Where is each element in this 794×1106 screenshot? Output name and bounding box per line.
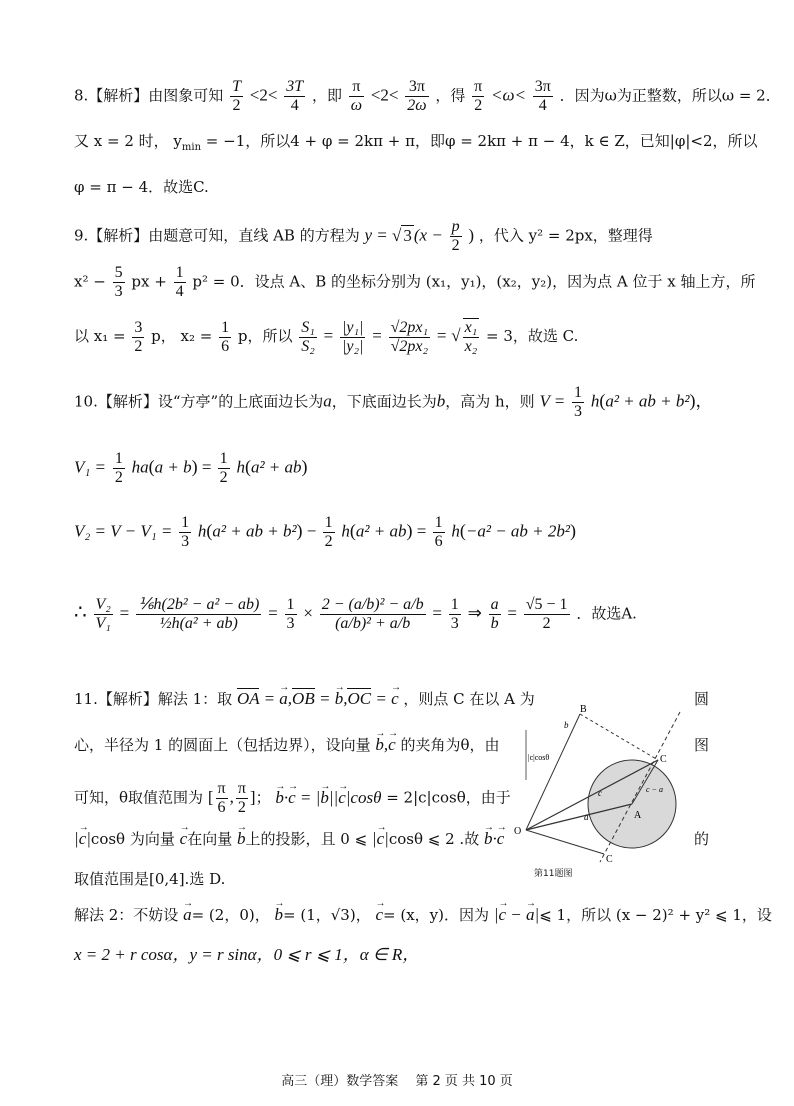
p8-line3: φ = π − 4．故选C. <box>74 178 209 196</box>
projection-dashed <box>580 714 658 760</box>
p11-word-de: 的 <box>694 830 710 848</box>
p11-line5: 取值范围是[0,4].选 D. <box>74 870 226 888</box>
label-b: b <box>564 720 569 730</box>
label-C-upper: C <box>660 754 667 765</box>
p11-word-tu: 图 <box>694 736 710 754</box>
p9-line1: 9.【解析】由题意可知，直线 AB 的方程为 y = √ 3 (x − $\frac{p}{2}$ ) ，代入 y² = 2px，整理得 <box>74 218 653 254</box>
label-B: B <box>580 704 587 715</box>
vector-c-lower <box>526 830 604 854</box>
p8-line2: 又 x = 2 时， $y_{min} = -1$，所以4 + φ = 2kπ + π，即φ = 2kπ + π − 4，k ∈ Z，已知|φ|<2，所以 <box>74 132 758 153</box>
page-footer: 高三（理）数学答案 第 2 页 共 10 页 <box>281 1074 513 1089</box>
p9-line2: x² − $\frac{5}{3}$ px + $\frac{1}{4}$ p² = 0．设点 A、B 的坐标分别为 (x₁，y₁)，(x₂，y₂)，因为点 A 位于 x 轴上方，所 <box>74 264 756 300</box>
label-c-minus-a: c − a <box>646 785 663 794</box>
p11-line2: 心，半径为 1 的圆面上（包括边界），设向量 → b,→ c 的夹角为θ，由 <box>74 734 734 756</box>
p10-line3: V₂ = V − V₁ = $\frac{1}{3}$ h(a² + ab + b²) − $\frac{1}{2}$ h(a² + ab) = $\frac{1}{6}$ h(−a² − ab + 2b²) <box>74 514 576 550</box>
p11-line7: x = 2 + r cosα，y = r sinα，0 ⩽ r ⩽ 1，α ∈ R， <box>74 945 420 964</box>
label-A: A <box>634 810 642 821</box>
p10-line2: V₁ = $\frac{1}{2}$ ha(a + b) = $\frac{1}{2}$ h(a² + ab) <box>74 450 308 486</box>
label-a: a <box>584 812 589 822</box>
p11-word-yuan: 圆 <box>694 690 710 708</box>
label-projection: |c|cosθ <box>528 753 550 762</box>
label-O: O <box>514 826 522 837</box>
p11-line1: 11.【解析】解法 1：取 OA = → a,OB = → b,OC = → c ，则点 C 在以 A 为 <box>74 688 734 710</box>
label-c: c <box>598 788 602 798</box>
vector-b <box>526 714 580 830</box>
p11-line3: 可知，θ取值范围为 [ $\frac{\pi}{6}$ , $\frac{\pi}{2}$ ]； → b·→ c = |→ b||→ c|cosθ = 2|c|cosθ，由于 <box>74 780 734 817</box>
figure-caption: 第11题图 <box>534 869 573 879</box>
p11-line4: |→ c|cosθ 为向量 → c在向量 → b上的投影，且 0 ⩽ |→ c|cosθ ⩽ 2 .故 → b·→ c <box>74 828 734 850</box>
p11-line6: 解法 2：不妨设 → a= (2，0)， → b= (1，√3)， → c= (x，y)．因为 |→ c − → a|⩽ 1，所以 (x − 2)² + y² ⩽ 1，设 <box>74 904 734 926</box>
p9-line3: 以 x₁ = $\frac{3}{2}$ p， x₂ = $\frac{1}{6}$ p，所以 $\frac{\text{S₁}}{\text{S₂}}$ = $\frac{\text{|y₁|}}{\text{|y₂|}}$ = $\frac{\text{√2px₁}}{\text{√2px₂}}$ = √ $\frac{\text{x₁}}{\text{x₂}}$ = 3，故选 C. <box>74 318 579 355</box>
figure-11 <box>512 700 688 868</box>
label-C-lower: C <box>606 854 613 865</box>
p10-line4: ∴ $\frac{\text{V₂}}{\text{V₁}}$ = $\frac{\text{⅙h(2b² − a² − ab)}}{\text{½h(a² + ab)}}$ = $\frac{1}{3}$ × $\frac{\text{2 − (a/b)² − a/b}}{\text{(a/b)² + a/b}}$ = $\frac{1}{3}$ ⇒ $\frac{a}{b}$ = $\frac{√5 - 1}{2}$ ．故选A. <box>74 596 637 632</box>
p8-line1: 8.【解析】由图象可知 $\frac{T}{2}$ <2< $\frac{3T}{4}$ ，即 $\frac{\pi}{\omega}$ <2< $\frac{3\pi}{2\omega}$ ，得 $\frac{\pi}{2}$ <ω< $\frac{3\pi}{4}$ ．因为ω为正整数，所以ω = 2． <box>74 78 781 114</box>
p10-line1: 10.【解析】设“方亭”的上底面边长为a，下底面边长为b，高为 h，则 V = $\frac{1}{3}$ h(a² + ab + b²)， <box>74 384 713 420</box>
